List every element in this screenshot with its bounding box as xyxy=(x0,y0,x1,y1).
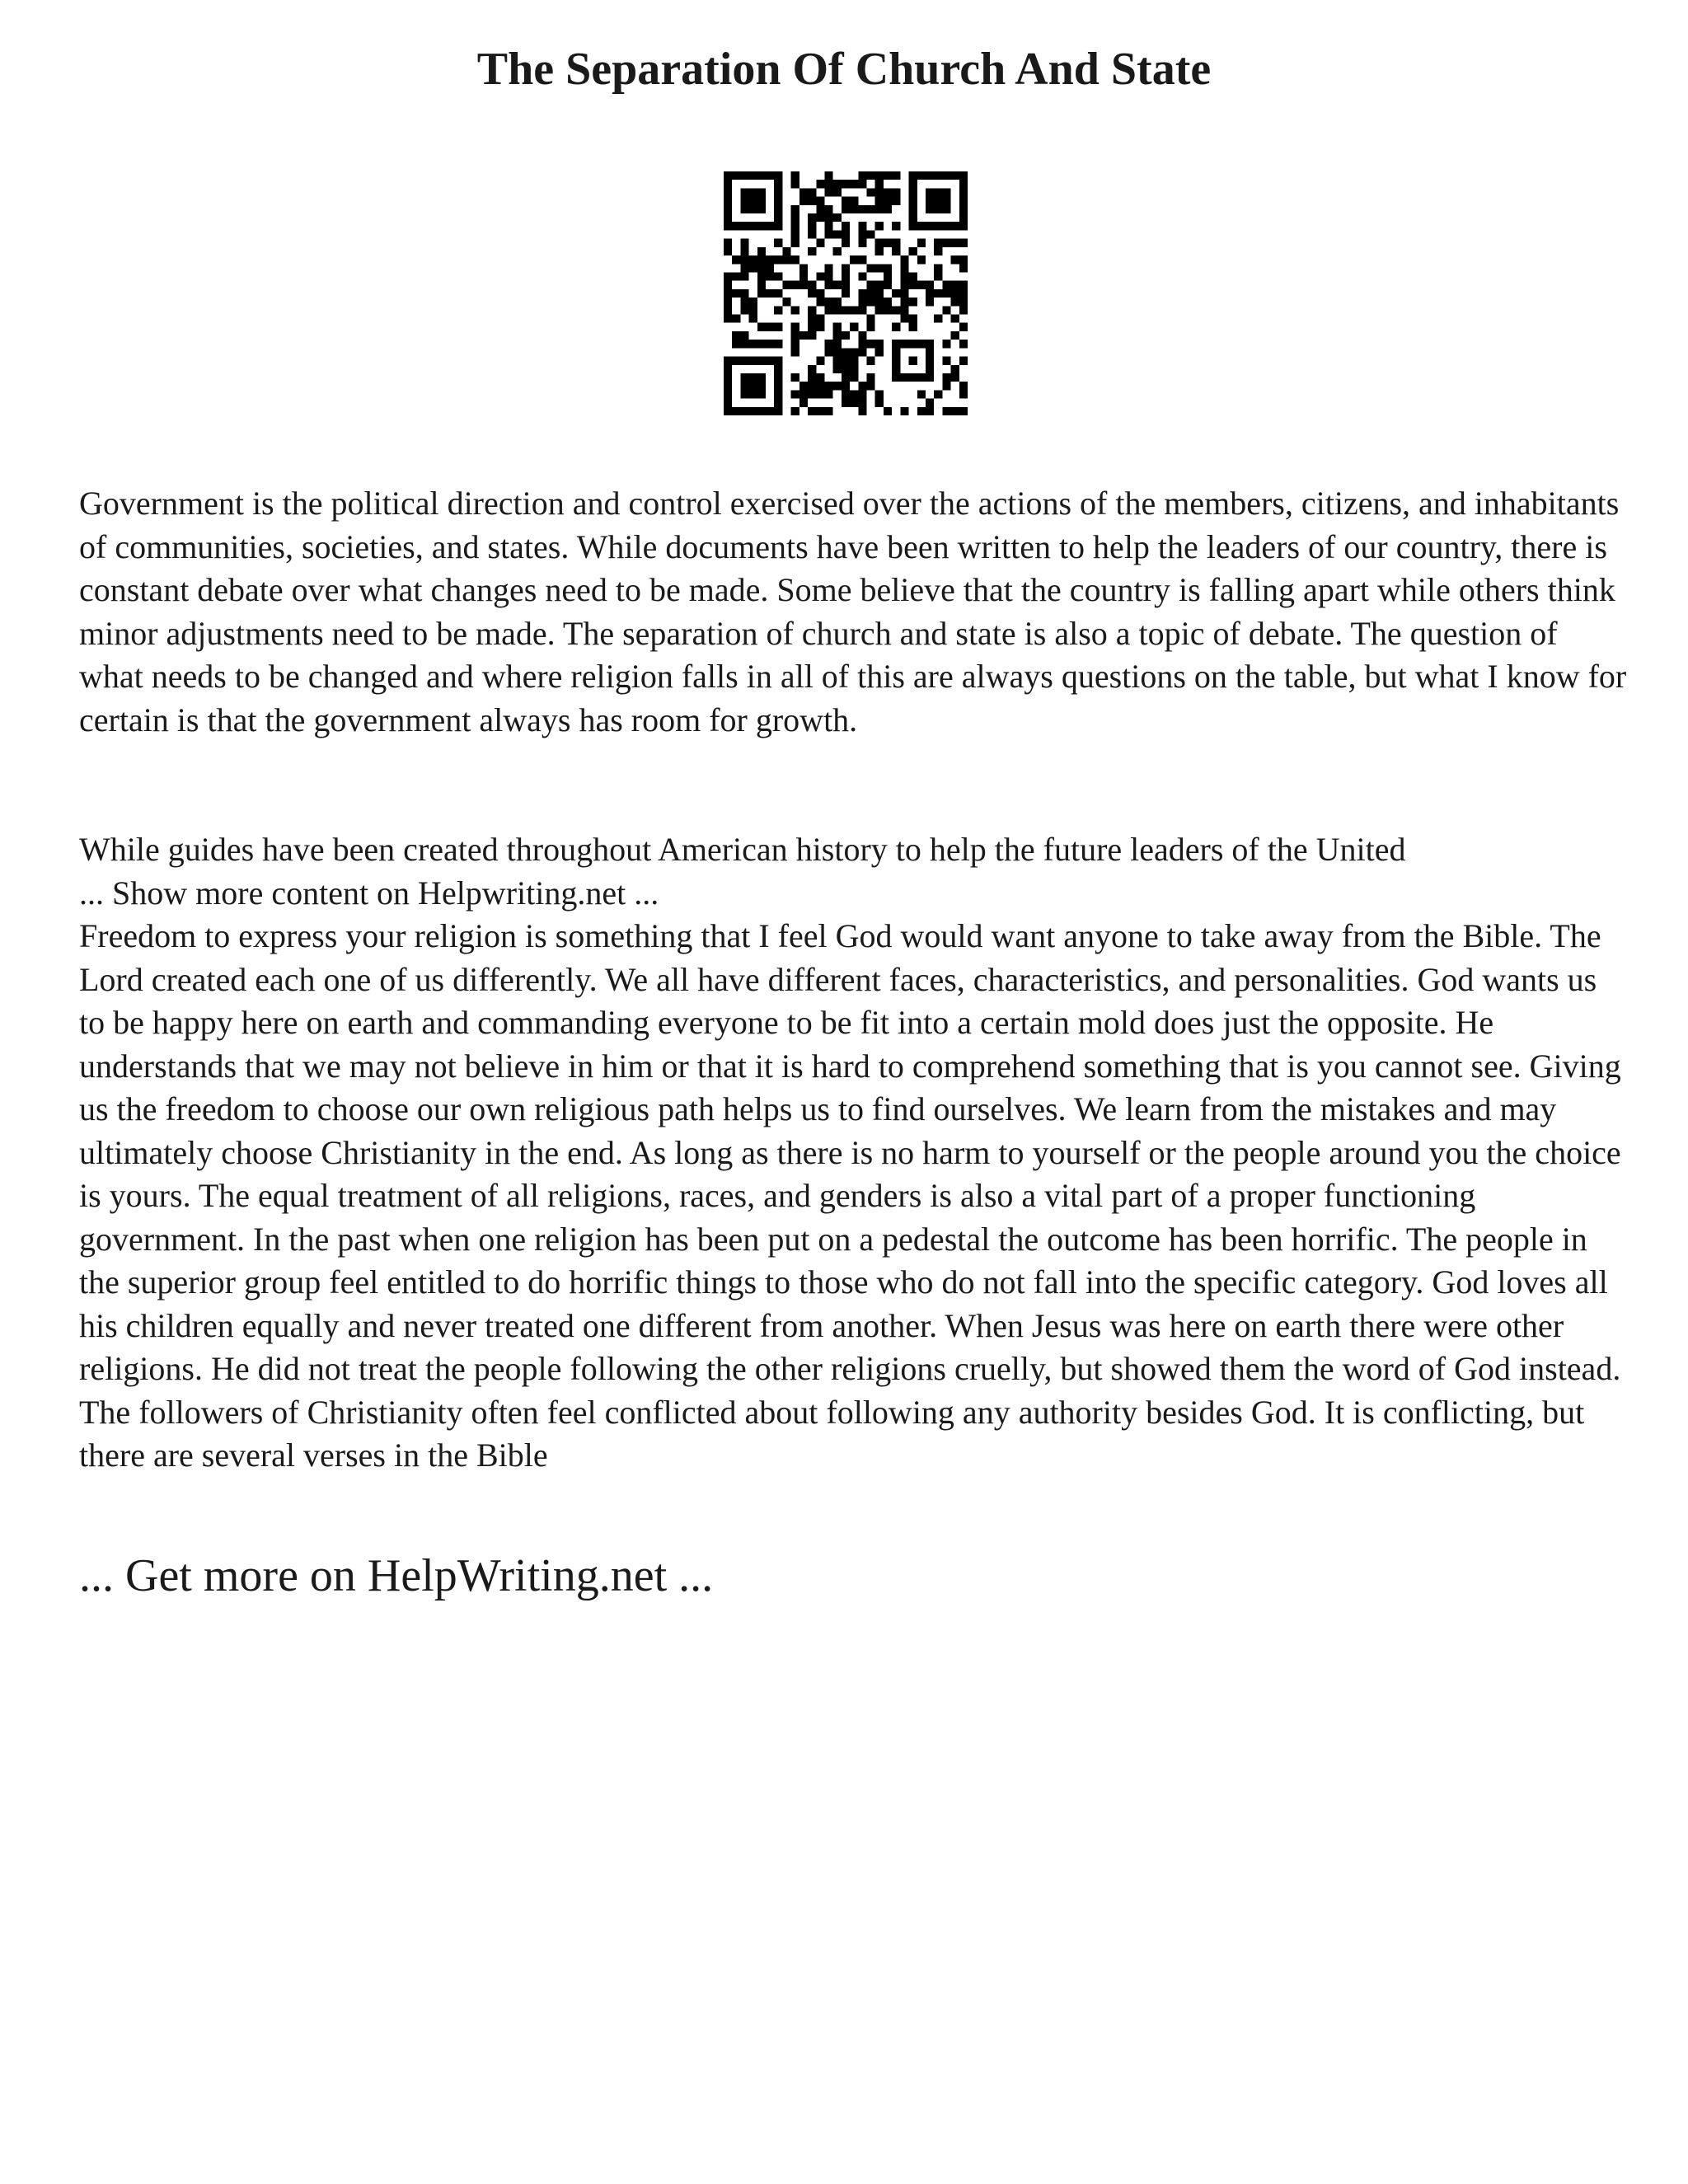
show-more-link[interactable]: ... Show more content on Helpwriting.net ... xyxy=(79,874,659,912)
paragraph-lead: While guides have been created throughout American history to help the future leaders of the United xyxy=(79,831,1406,868)
get-more-link[interactable]: ... Get more on HelpWriting.net ... xyxy=(79,1550,714,1601)
page-title: The Separation Of Church And State xyxy=(476,44,1212,95)
qr-code-icon[interactable] xyxy=(724,171,968,415)
paragraph-main xyxy=(79,828,1629,1478)
paragraph-intro: Government is the political direction and control exercised over the actions of the members, citizens, and inhabitants of communities, societies, and states. While documents have been written to help the leaders of our country, there is constant debate over what changes need to be made. Some believe that the country is falling apart while others think minor adjustments need to be made. The separation of church and state is also a topic of debate. The question of what needs to be changed and where religion falls in all of this are always questions on the table, but what I know for certain is that the government always has room for growth. xyxy=(79,485,1627,738)
paragraph-continued: Freedom to express your religion is something that I feel God would want anyone to take away from the Bible. The Lord created each one of us differently. We all have different faces, characteristics, and personalities. God wants us to be happy here on earth and commanding everyone to be fit into a certain mold does just the opposite. He understands that we may not believe in him or that it is hard to comprehend something that is you cannot see. Giving us the freedom to choose our own religious path helps us to find ourselves. We learn from the mistakes and may ultimately choose Christianity in the end. As long as there is no harm to yourself or the people around you the choice is yours. The equal treatment of all religions, races, and genders is also a vital part of a proper functioning government. In the past when one religion has been put on a pedestal the outcome has been horrific. The people in the superior group feel entitled to do horrific things to those who do not fall into the specific category. God loves all his children equally and never treated one different from another. When Jesus was here on earth there were other religions. He did not treat the people following the other religions cruelly, but showed them the word of God instead. The followers of Christianity often feel conflicted about following any authority besides God. It is conflicting, but there are several verses in the Bible xyxy=(79,917,1621,1474)
